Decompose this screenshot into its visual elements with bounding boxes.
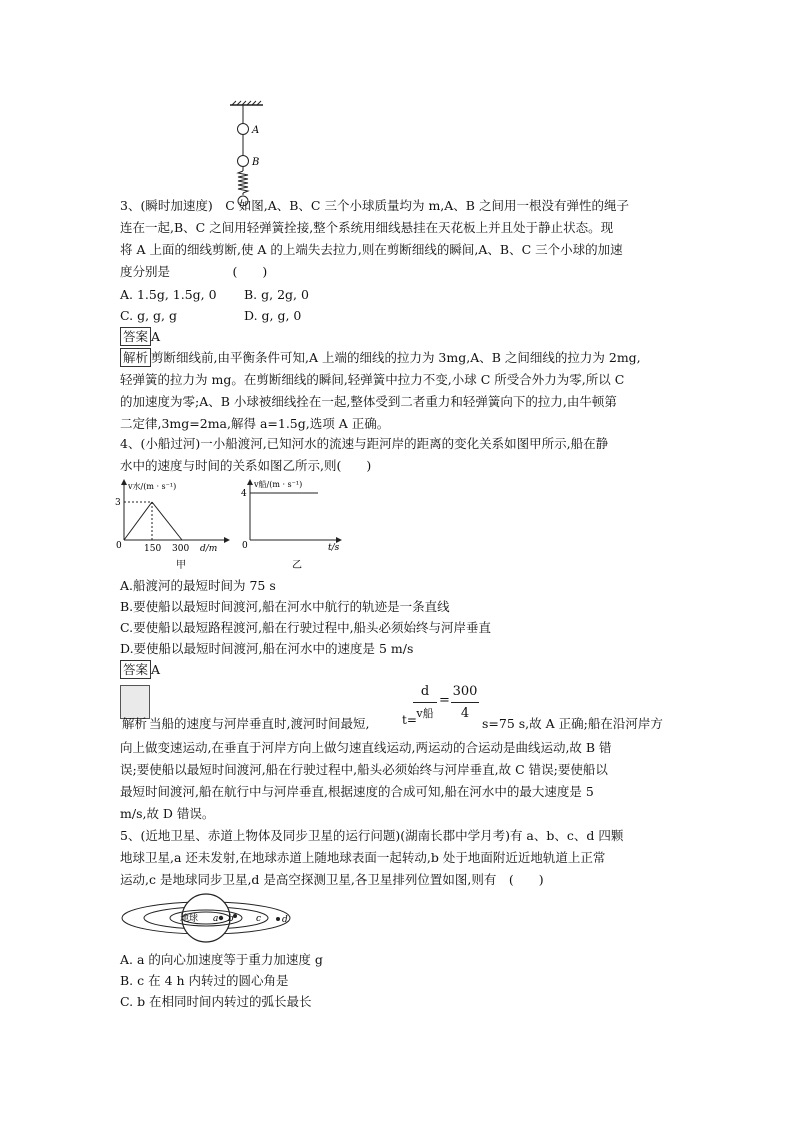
ball-a [238,124,249,135]
q5-option-c: C. b 在相同时间内转过的弧长最长 [120,994,312,1009]
q4-answer [120,660,160,680]
spring-figure [225,100,275,206]
jia-ytick: 3 [115,498,121,508]
jia-xtick-0: 0 [116,541,122,551]
q4-line1: 4、(小船过河)一小船渡河,已知河水的流速与距河岸的距离的变化关系如图甲所示,船在静 [120,436,609,451]
sat-label-b: b [228,914,234,924]
q4-analysis2: 向上做变速运动,在垂直于河岸方向上做匀速直线运动,两运动的合运动是曲线运动,故 B 错 [120,740,612,755]
answer-value: A [151,329,161,344]
q4-analysis4: 最短时间渡河,船在航行中与河岸垂直,根据速度的合成可知,船在河水中的最大速度是 5 [120,784,594,799]
jia-rise [124,502,152,540]
chart-jia [112,476,232,572]
analysis-text: 剪断细线前,由平衡条件可知,A 上端的细线的拉力为 3mg,A、B 之间细线的拉力为 2mg, [151,350,641,365]
frac-num1: d [420,684,430,699]
yi-caption: 乙 [292,560,302,571]
q4-analysis3: 误;要使船以最短时间渡河,船在行驶过程中,船头必须始终与河岸垂直,故 C 错误;要使船以 [120,762,608,777]
q4-option-d: D.要使船以最短时间渡河,船在河水中的速度是 5 m/s [120,641,414,656]
analysis-tag: 解析 [120,348,151,367]
frac-den2: 4 [460,706,470,721]
q4-option-b: B.要使船以最短时间渡河,船在河水中航行的轨迹是一条直线 [120,599,450,614]
yi-xlabel: t/s [328,543,340,553]
jia-caption: 甲 [176,560,186,571]
answer-tag: 答案 [120,327,151,346]
q4-analysis5: m/s,故 D 错误。 [120,806,215,821]
q3-line4: 度分别是 ( ) [120,264,268,279]
sat-label-c: c [256,914,262,924]
frac-t: t= [402,713,417,727]
frac-bar1 [413,702,437,703]
q5-line3: 运动,c 是地球同步卫星,d 是高空探测卫星,各卫星排列位置如图,则有 ( ) [120,872,544,887]
analysis-tag: 解析 [122,716,148,731]
q5-line1: 5、(近地卫星、赤道上物体及同步卫星的运行问题)(湖南长郡中学月考)有 a、b、c、d 四颗 [120,828,624,843]
q3-analysis3: 的加速度为零;A、B 小球被细线拴在一起,整体受到二者重力和轻弹簧向下的拉力,由牛顿第 [120,394,617,409]
q5-option-b: B. c 在 4 h 内转过的圆心角是 [120,973,289,988]
q3-analysis2: 轻弹簧的拉力为 mg。在剪断细线的瞬间,轻弹簧中拉力不变,小球 C 所受合外力为零,所以 C [120,372,625,387]
q5-line2: 地球卫星,a 还未发射,在地球赤道上随地球表面一起转动,b 处于地面附近近地轨道上正常 [120,850,606,865]
q3-line1: 3、(瞬时加速度) C 如图,A、B、C 三个小球质量均为 m,A、B 之间用一根没有弹性的绳子 [120,198,629,213]
frac-eq: = [439,693,450,708]
q5-option-a: A. a 的向心加速度等于重力加速度 g [120,952,323,967]
q4-line2: 水中的速度与时间的关系如图乙所示,则( ) [120,458,372,473]
q4-analysis1 [120,714,369,734]
spring [238,171,248,193]
jia-ylabel: v水/(m · s⁻¹) [128,482,177,491]
q3-analysis1 [120,348,641,368]
q3-line3: 将 A 上面的细线剪断,使 A 的上端失去拉力,则在剪断细线的瞬间,A、B、C 三个小球的加速 [120,242,623,257]
analysis-text: 当船的速度与河岸垂直时,渡河时间最短, [149,716,370,731]
label-a: A [252,125,260,136]
ball-b [238,156,249,167]
answer-tag: 答案 [120,660,151,679]
sat-a [219,916,223,920]
satellite-figure [118,890,298,946]
q3-option-c: C. g, g, g [120,308,177,323]
jia-xtick-300: 300 [172,544,190,554]
q3-analysis4: 二定律,3mg=2ma,解得 a=1.5g,选项 A 正确。 [120,416,390,431]
earth-label: 地球 [180,914,199,924]
sat-label-a: a [213,914,219,924]
yi-ytick: 4 [241,489,247,499]
yi-ylabel: v船/(m · s⁻¹) [254,480,303,489]
q4-analysis1-post: s=75 s,故 A 正确;船在沿河岸方 [482,716,663,731]
frac-bar2 [451,702,479,703]
q4-option-a: A.船渡河的最短时间为 75 s [120,578,276,593]
q3-option-a: A. 1.5g, 1.5g, 0 [120,287,217,302]
q3-option-d: D. g, g, 0 [244,308,302,323]
yi-xtick-0: 0 [242,541,248,551]
q3-answer [120,327,160,347]
q3-option-b: B. g, 2g, 0 [244,287,309,302]
jia-xlabel: d/m [200,544,218,554]
sat-d [276,917,280,921]
jia-xtick-150: 150 [144,544,162,554]
q4-option-c: C.要使船以最短路程渡河,船在行驶过程中,船头必须始终与河岸垂直 [120,620,492,635]
answer-value: A [151,662,161,677]
frac-num2: 300 [452,684,478,699]
chart-yi [236,476,346,572]
label-b: B [252,157,260,168]
jia-fall [152,502,182,540]
frac-den1: v船 [416,707,434,720]
sat-label-d: d [282,915,288,925]
q3-line2: 连在一起,B、C 之间用轻弹簧拴接,整个系统用细线悬挂在天花板上并且处于静止状态。现 [120,220,614,235]
